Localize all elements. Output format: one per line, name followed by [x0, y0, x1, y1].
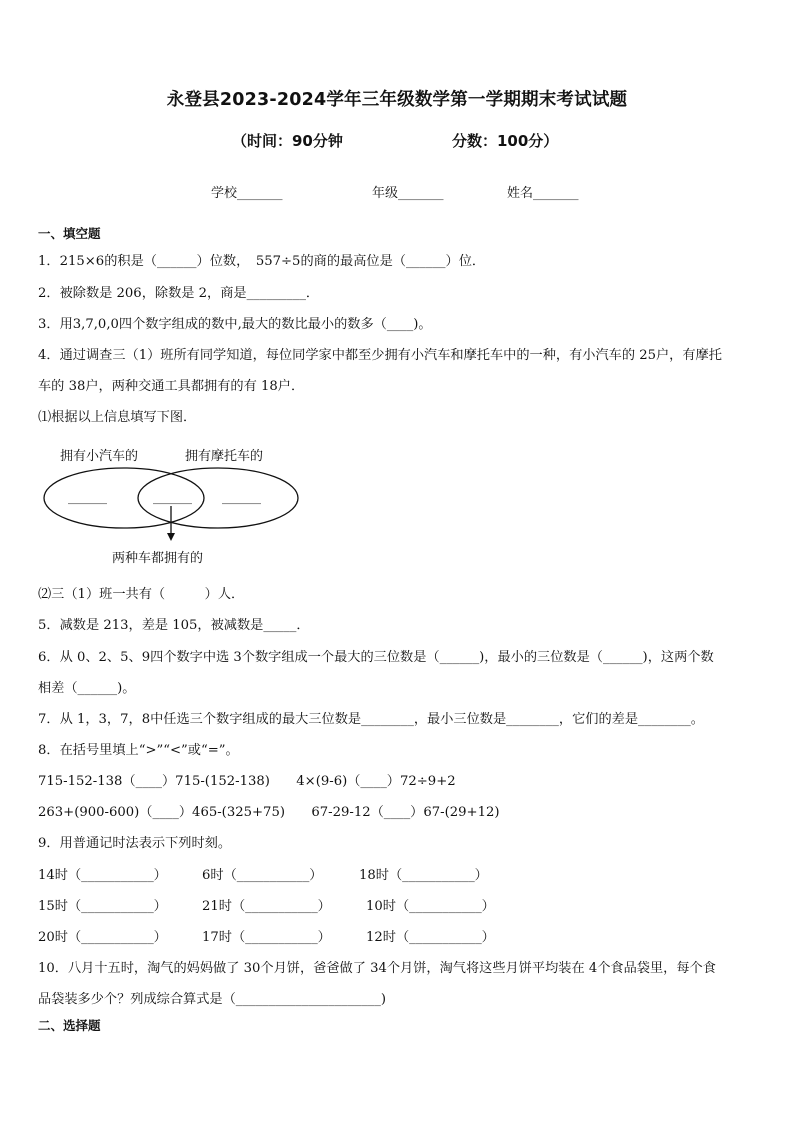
question-9-item: 17时（___________） [202, 930, 331, 945]
venn-blank-moto: ______ [222, 490, 261, 505]
venn-label-car: 拥有小汽车的 [60, 449, 139, 464]
question-9-item: 15时（___________） [38, 899, 167, 914]
question-8: 8．在括号里填上“>”“<”或“=”。 [38, 743, 239, 758]
section-multiple-choice: 二、选择题 [38, 1018, 101, 1033]
question-9-item: 21时（___________） [202, 899, 331, 914]
question-4-line-2: 车的 38户，两种交通工具都拥有的有 18户． [38, 379, 305, 394]
venn-arrow-head [167, 533, 175, 541]
question-9-item: 6时（___________） [202, 868, 323, 883]
venn-label-moto: 拥有摩托车的 [185, 449, 264, 464]
question-10-line-2: 品袋装多少个？列成综合算式是（______________________) [38, 992, 387, 1007]
question-9-item: 20时（___________） [38, 930, 167, 945]
question-6-line-1: 6．从 0、2、5、9四个数字中选 3个数字组成一个最大的三位数是（______)，最小的三位数是（______)，这两个数 [38, 650, 714, 665]
question-8-row-2: 263+(900-600)（____）465-(325+75) 67-29-12（____）67-(29+12) [38, 805, 500, 820]
exam-time: （时间：90分钟 [232, 132, 343, 150]
question-4-line-1: 4．通过调查三（1）班所有同学知道，每位同学家中都至少拥有小汽车和摩托车中的一种，有小汽车的 25户，有摩托 [38, 348, 722, 363]
page-title: 永登县2023-2024学年三年级数学第一学期期末考试试题 [166, 90, 628, 110]
venn-blank-car: ______ [68, 490, 107, 505]
question-5: 5．减数是 213，差是 105，被减数是_____． [38, 618, 310, 633]
venn-blank-both: ______ [153, 490, 192, 505]
grade-field: 年级_______ [372, 186, 444, 201]
question-6-line-2: 相差（______)。 [38, 681, 136, 696]
venn-label-both: 两种车都拥有的 [112, 551, 204, 566]
question-8-row-1: 715-152-138（____）715-(152-138) 4×(9-6)（____）72÷9+2 [38, 774, 456, 789]
question-9-item: 18时（___________） [359, 868, 488, 883]
question-7: 7．从 1，3，7，8中任选三个数字组成的最大三位数是________，最小三位数是________，它们的差是________。 [38, 712, 704, 727]
section-fill-blank: 一、填空题 [38, 226, 101, 241]
question-9-item: 12时（___________） [366, 930, 495, 945]
question-4-part-2: ⑵三（1）班一共有（ ）人． [38, 587, 245, 602]
venn-diagram [40, 462, 310, 552]
question-9: 9．用普通记时法表示下列时刻。 [38, 836, 232, 851]
question-10-line-1: 10．八月十五时，淘气的妈妈做了 30个月饼，爸爸做了 34个月饼，淘气将这些月饼平均装在 4个食品袋里，每个食 [38, 961, 716, 976]
question-9-item: 14时（___________） [38, 868, 167, 883]
question-4-part-1: ⑴根据以上信息填写下图． [38, 410, 197, 425]
question-1: 1．215×6的积是（______）位数， 557÷5的商的最高位是（______）位． [38, 254, 486, 269]
school-field: 学校_______ [211, 186, 283, 201]
question-3: 3．用3,7,0,0四个数字组成的数中,最大的数比最小的数多（____)。 [38, 317, 432, 332]
exam-score: 分数：100分） [452, 132, 559, 150]
question-2: 2．被除数是 206，除数是 2，商是_________． [38, 286, 320, 301]
question-9-item: 10时（___________） [366, 899, 495, 914]
name-field: 姓名_______ [507, 186, 579, 201]
